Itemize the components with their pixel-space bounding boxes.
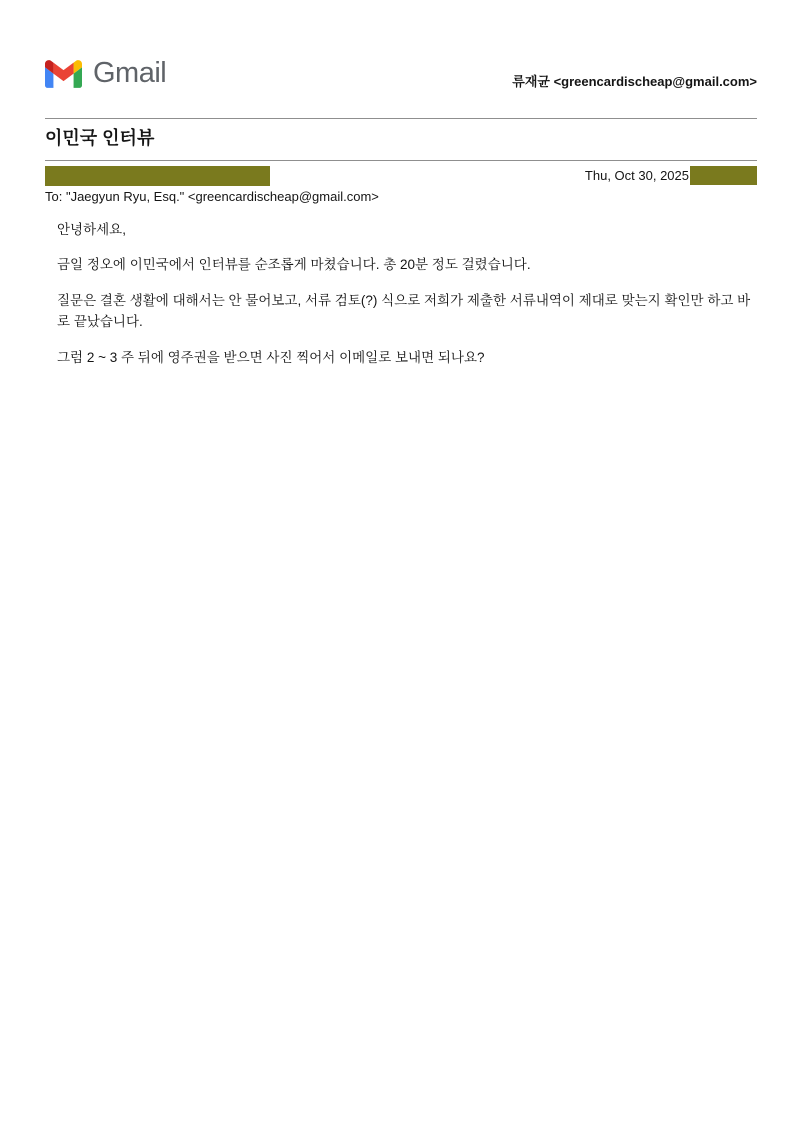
subject-divider — [45, 160, 757, 161]
email-body — [57, 219, 753, 369]
email-subject: 이민국 인터뷰 — [45, 128, 155, 148]
body-paragraph-interview: 금일 정오에 이민국에서 인터뷰를 순조롭게 마쳤습니다. 총 20분 정도 걸렸습니다. — [57, 257, 531, 273]
email-print-page — [45, 0, 757, 369]
redacted-sender-bar — [45, 166, 270, 186]
gmail-logo — [45, 57, 166, 90]
gmail-m-red-vee — [53, 62, 73, 81]
redacted-time-bar — [690, 166, 757, 185]
print-header — [45, 57, 757, 90]
email-date: Thu, Oct 30, 2025 — [584, 168, 689, 184]
recipient-line: To: "Jaegyun Ryu, Esq." <greencardischeap@gmail.com> — [45, 188, 379, 204]
gmail-logo-text: Gmail — [93, 57, 167, 89]
account-email: 류재균 <greencardischeap@gmail.com> — [512, 74, 757, 89]
body-paragraph-greencard: 그럼 2 ~ 3 주 뒤에 영주권을 받으면 사진 찍어서 이메일로 보내면 되나요? — [57, 349, 485, 365]
body-paragraph-questions: 질문은 결혼 생활에 대해서는 안 물어보고, 서류 검토(?) 식으로 저희가 제출한 서류내역이 제대로 맞는지 확인만 하고 바로 끝났습니다. — [57, 292, 751, 330]
body-paragraph-greeting: 안녕하세요, — [57, 221, 126, 237]
header-divider — [45, 118, 757, 119]
meta-row — [45, 166, 757, 186]
date-wrap — [585, 166, 757, 185]
gmail-m-icon — [45, 60, 82, 88]
